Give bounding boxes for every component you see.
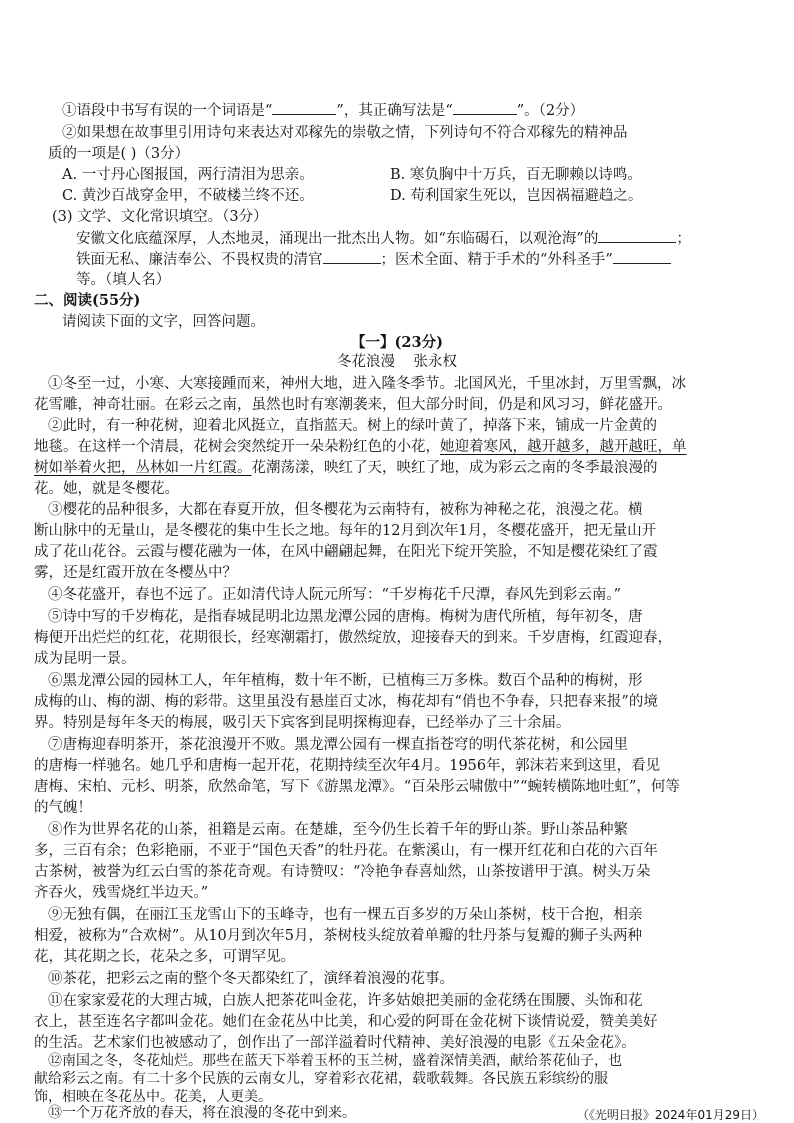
answer-blank-3[interactable]	[598, 229, 676, 243]
para-5-line2: 梅便开出烂烂的红花，花期很长，经寒潮霜打，傲然绽放，迎接春天的到来。千岁唐梅，红霞迎春，	[34, 630, 672, 646]
para-2-line4: 花。她，就是冬樱花。	[34, 481, 179, 497]
answer-blank-4[interactable]	[323, 250, 381, 264]
section-title: 二、阅读(55分)	[34, 292, 141, 309]
para-2-underlined-b: 树如举着火把，丛林如一片红霞。	[34, 460, 252, 476]
para-7-line3: 唐梅、宋柏、元杉、明茶，欣然命笔，写下《游黑龙潭》。“百朵彤云啸傲中”“蜿转横陈地吐虹”，何等	[34, 779, 680, 795]
para-6-line2: 成梅的山、梅的湖、梅的彩带。这里虽没有悬崖百丈冰，梅花却有“俏也不争春，只把春来报”的境	[34, 694, 658, 710]
para-7-line4: 的气魄！	[34, 800, 92, 816]
para-3-line2: 断山脉中的无量山，是冬樱花的集中生长之地。每年的12月到次年1月，冬樱花盛开，把无量山开	[34, 523, 657, 539]
para-12-line1: ⑫南国之冬，冬花灿烂。那些在蓝天下举着玉杯的玉兰树，盛着深情美酒，献给茶花仙子，也	[48, 1053, 622, 1069]
para-8-line3: 古茶树，被誉为红云白雪的茶花奇观。有诗赞叹：“冷艳争春喜灿然，山茶按谱甲于滇。树头万朵	[34, 864, 651, 880]
question-3-line1-text: 安徽文化底蕴深厚，人杰地灵，涌现出一批杰出人物。如“东临碣石，以观沧海”的	[76, 231, 599, 247]
para-6-line3: 界。特别是每年冬天的梅展，吸引天下宾客到昆明探梅迎春，已经举办了三十余届。	[34, 715, 571, 731]
option-b[interactable]: B. 寒负胸中十万兵，百无聊赖以诗鸣。	[390, 167, 642, 183]
question-3-line2	[76, 250, 671, 269]
question-3-heading: (3) 文学、文化常识填空。（3分）	[52, 209, 268, 225]
answer-blank-1[interactable]	[272, 101, 336, 115]
source-citation: （《光明日报》2024年01月29日）	[576, 1108, 764, 1122]
essay-heading	[0, 353, 794, 371]
para-12-line2: 献给彩云之南。有二十多个民族的云南女儿，穿着彩衣花裙，载歌载舞。各民族五彩缤纷的服	[34, 1071, 608, 1087]
para-3-line4: 雾，还是红霞开放在冬樱丛中？	[34, 565, 237, 581]
para-8-line4: 齐吞火，残雪烧红半边天。”	[34, 885, 209, 901]
question-1-text-b: ”，其正确写法是“	[336, 103, 453, 119]
para-11-line1: ⑪在家家爱花的大理古城，白族人把茶花叫金花，许多姑娘把美丽的金花绣在围腰、头饰和花	[48, 993, 643, 1009]
answer-blank-2[interactable]	[453, 101, 517, 115]
para-8-line1: ⑧作为世界名花的山茶，祖籍是云南。在楚雄，至今仍生长着千年的野山茶。野山茶品种繁	[48, 822, 628, 838]
para-4-line1: ④冬花盛开，春也不远了。正如清代诗人阮元所写：“千岁梅花千尺潭，春风先到彩云南。”	[48, 587, 622, 603]
essay-title: 冬花浪漫	[337, 354, 396, 370]
para-11-line3: 的生活。艺术家们也被感动了，创作出了一部洋溢着时代精神、美好浪漫的电影《五朵金花》。	[34, 1035, 636, 1051]
question-3-line1	[76, 229, 691, 248]
question-3-line2-text-a: 铁面无私、廉洁奉公、不畏权贵的清官	[76, 252, 323, 268]
option-c[interactable]: C. 黄沙百战穿金甲，不破楼兰终不还。	[62, 188, 314, 204]
para-3-line1: ③樱花的品种很多，大都在春夏开放，但冬樱花为云南特有，被称为神秘之花，浪漫之花。横	[48, 502, 643, 518]
essay-author: 张永权	[413, 354, 457, 370]
question-3-line1-end: ；	[676, 231, 691, 247]
para-2-line3	[34, 459, 658, 477]
para-9-line2: 相爱，被称为“合欢树”。从10月到次年5月，茶树枝头绽放着单瓣的牡丹茶与复瓣的狮子头两种	[34, 928, 642, 944]
para-1-line1: ①冬至一过，小寒、大寒接踵而来，神州大地，进入隆冬季节。北国风光，千里冰封，万里雪飘，冰	[48, 376, 686, 392]
option-d[interactable]: D. 苟利国家生死以，岂因祸福避趋之。	[390, 188, 643, 204]
para-2-underlined-a: 她迎着寒风，越开越多，越开越旺，单	[440, 439, 687, 455]
para-1-line2: 花雪雕，神奇壮丽。在彩云之南，虽然也时有寒潮袭来，但大部分时间，仍是和风习习，鲜花盛开。	[34, 397, 672, 413]
answer-blank-5[interactable]	[613, 250, 671, 264]
question-3-line3: 等。（填人名）	[76, 272, 171, 288]
para-7-line2: 的唐梅一样驰名。她几乎和唐梅一起开花，花期持续至次年4月。1956年，郭沫若来到这里，看见	[34, 758, 661, 774]
para-9-line1: ⑨无独有偶，在丽江玉龙雪山下的玉峰寺，也有一棵五百多岁的万朵山茶树，枝干合抱，相亲	[48, 907, 643, 923]
section-instruction: 请阅读下面的文字，回答问题。	[62, 314, 265, 330]
para-9-line3: 花，其花期之长，花朵之多，可谓罕见。	[34, 949, 295, 965]
para-8-line2: 多，三百有余；色彩艳丽，不亚于“国色天香”的牡丹花。在紫溪山，有一棵开红花和白花的六百年	[34, 843, 658, 859]
para-2-line2-text: 地毯。在这样一个清晨，花树会突然绽开一朵朵粉红色的小花，	[34, 439, 440, 455]
para-13-line1: ⑬一个万花齐放的春天，将在浪漫的冬花中到来。	[48, 1105, 356, 1121]
question-2-line2: 质的一项是( )（3分）	[48, 146, 190, 162]
para-12-line3: 饰，相映在冬花丛中。花美，人更美。	[34, 1089, 272, 1105]
para-2-line3-text: 花潮荡漾，映红了天，映红了地，成为彩云之南的冬季最浪漫的	[251, 460, 658, 476]
para-5-line1: ⑤诗中写的千岁梅花，是指春城昆明北边黑龙潭公园的唐梅。梅树为唐代所植，每年初冬，唐	[48, 609, 643, 625]
part-label: 【一】(23分)	[351, 334, 443, 351]
question-3-line2-text-b: ；医术全面、精于手术的“外科圣手”	[380, 252, 613, 268]
para-3-line3: 成了花山花谷。云霞与樱花融为一体，在风中翩翩起舞，在阳光下绽开笑脸，不知是樱花染红了霞	[34, 544, 658, 560]
para-2-line2	[34, 438, 687, 456]
option-a[interactable]: A. 一寸丹心图报国，两行清泪为思亲。	[62, 167, 314, 183]
para-7-line1: ⑦唐梅迎春明茶开，茶花浪漫开不败。黑龙潭公园有一棵直指苍穹的明代茶花树，和公园里	[48, 737, 628, 753]
para-2-line1: ②此时，有一种花树，迎着北风挺立，直指蓝天。树上的绿叶黄了，掉落下来，铺成一片金黄的	[48, 418, 657, 434]
para-11-line2: 衣上，甚至连名字都叫金花。她们在金花丛中比美，和心爱的阿哥在金花树下谈情说爱，赞美美好	[34, 1014, 658, 1030]
question-1-text-a: ①语段中书写有误的一个词语是“	[62, 103, 273, 119]
para-6-line1: ⑥黑龙潭公园的园林工人，年年植梅，数十年不断，已植梅三万多株。数百个品种的梅树，形	[48, 673, 643, 689]
question-2-line1: ②如果想在故事里引用诗句来表达对邓稼先的崇敬之情，下列诗句不符合邓稼先的精神品	[62, 125, 628, 141]
question-1	[62, 101, 584, 120]
para-5-line3: 成为昆明一景。	[34, 651, 136, 667]
para-10-line1: ⑩茶花，把彩云之南的整个冬天都染红了，演绎着浪漫的花事。	[48, 971, 454, 987]
question-1-text-c: ”。（2分）	[516, 103, 585, 119]
